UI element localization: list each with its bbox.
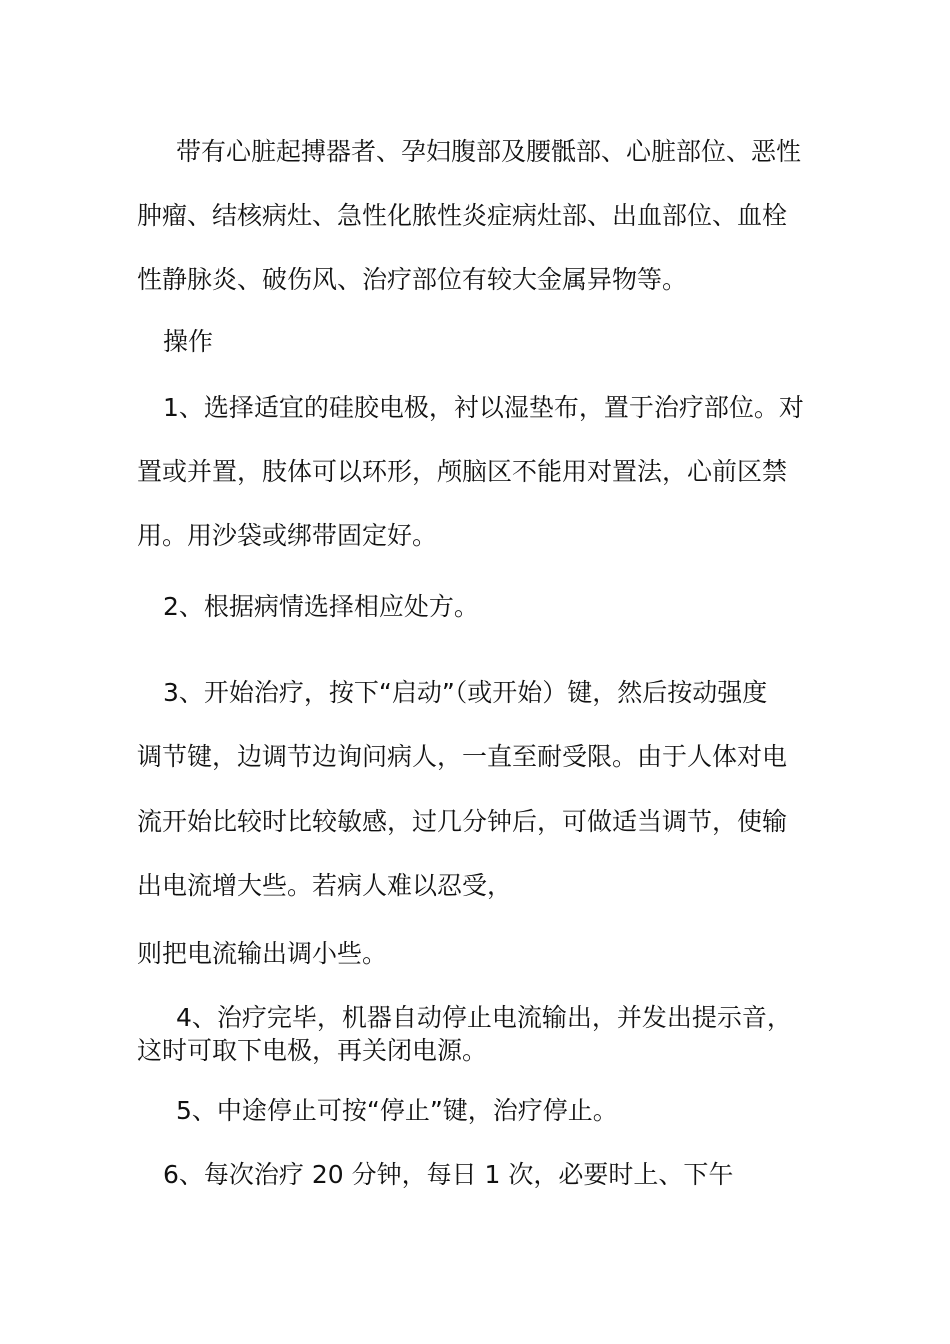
step-4-line-2: 这时可取下电极，再关闭电源。 (137, 1036, 488, 1065)
step-3-line-1: 3、开始治疗，按下“启动”（或开始）键，然后按动强度 (163, 678, 768, 707)
step-1-line-3: 用。用沙袋或绑带固定好。 (137, 521, 438, 550)
step-2: 2、根据病情选择相应处方。 (163, 592, 479, 621)
step-3-line-4: 出电流增大些。若病人难以忍受， (137, 871, 513, 900)
contraindications-line-3: 性静脉炎、破伤风、治疗部位有较大金属异物等。 (137, 265, 688, 294)
step-5: 5、中途停止可按“停止”键，治疗停止。 (176, 1096, 618, 1125)
contraindications-line-1: 带有心脏起搏器者、孕妇腹部及腰骶部、心脏部位、恶性 (176, 137, 802, 166)
step-6: 6、每次治疗 20 分钟，每日 1 次，必要时上、下午 (163, 1160, 734, 1189)
contraindications-line-2: 肿瘤、结核病灶、急性化脓性炎症病灶部、出血部位、血栓 (137, 201, 788, 230)
step-3-line-3: 流开始比较时比较敏感，过几分钟后，可做适当调节，使输 (137, 807, 788, 836)
step-1-line-2: 置或并置，肢体可以环形，颅脑区不能用对置法，心前区禁 (137, 457, 788, 486)
step-3-line-2: 调节键，边调节边询问病人，一直至耐受限。由于人体对电 (137, 742, 788, 771)
step-1-line-1: 1、选择适宜的硅胶电极，衬以湿垫布，置于治疗部位。对 (163, 393, 804, 422)
step-3-line-5: 则把电流输出调小些。 (137, 939, 388, 968)
step-4-line-1: 4、治疗完毕，机器自动停止电流输出，并发出提示音， (176, 1003, 792, 1032)
section-heading: 操作 (163, 327, 214, 356)
